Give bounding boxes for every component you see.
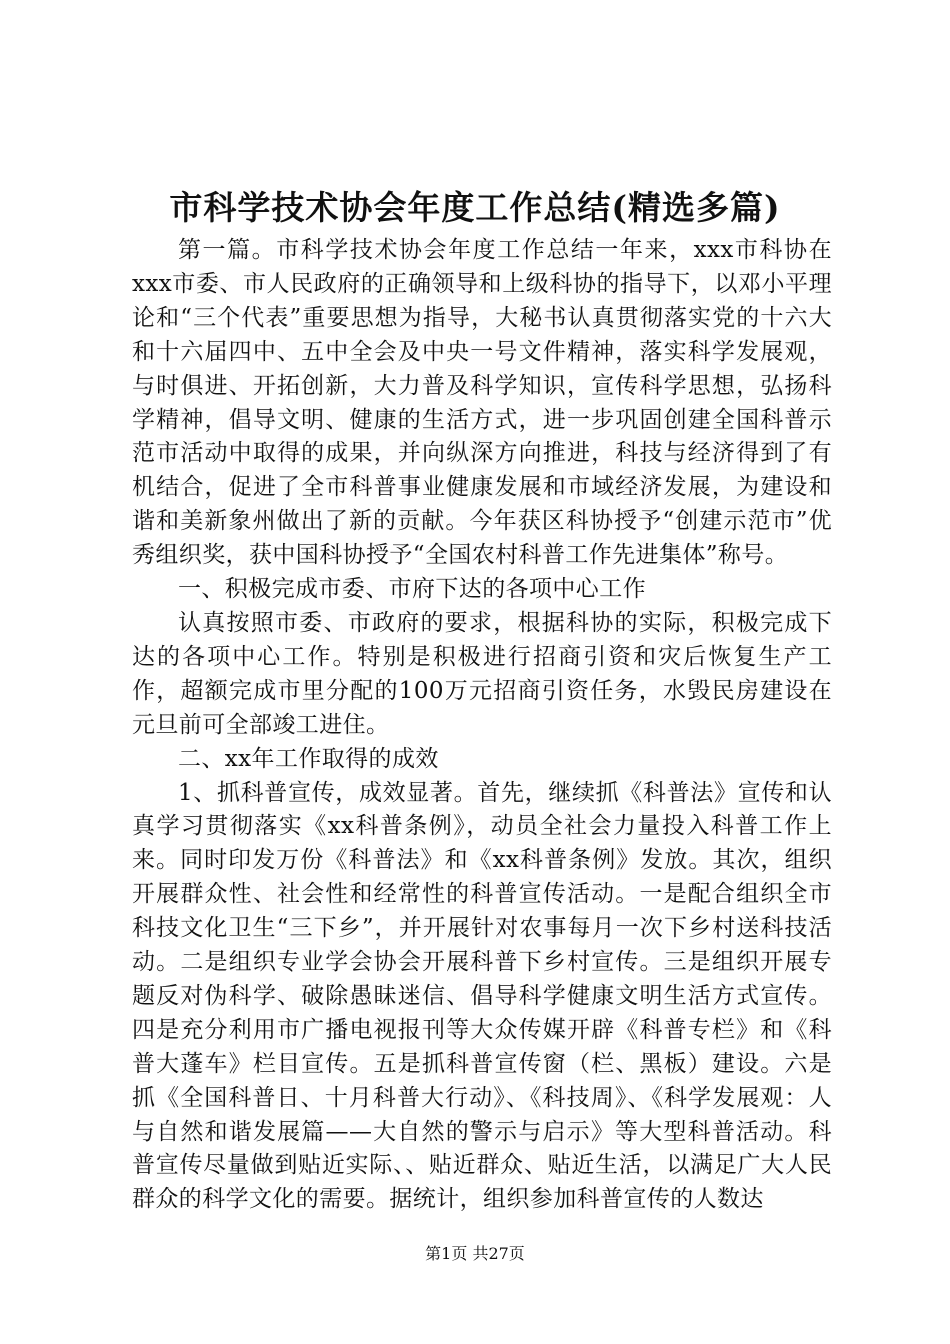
section-heading-2: 二、xx年工作取得的成效 <box>178 745 439 772</box>
paragraph-section-2: 1、抓科普宣传，成效显著。首先，继续抓《科普法》宣传和认真学习贯彻落实《xx科普条例》，动员全社会力量投入科普工作上来。同时印发万份《科普法》和《xx科普条例》发放。其次，组织开展群众性、社会性和经常性的科普宣传活动。一是配合组织全市科技文化卫生“三下乡”，并开展针对农事每月一次下乡村送科技活动。二是组织专业学会协会开展科普下乡村宣传。三是组织开展专题反对伪科学、破除愚昧迷信、倡导科学健康文明生活方式宣传。四是充分利用市广播电视报刊等大众传媒开辟《科普专栏》和《科普大蓬车》栏目宣传。五是抓科普宣传窗（栏、黑板）建设。六是抓《全国科普日、十月科普大行动》、《科技周》、《科学发展观：人与自然和谐发展篇——大自然的警示与启示》等大型科普活动。科普宣传尽量做到贴近实际、、贴近群众、贴近生活，以满足广大人民群众的科学文化的需要。据统计，组织参加科普宣传的人数达 <box>132 779 832 1213</box>
paragraph-section-1: 认真按照市委、市政府的要求，根据科协的实际，积极完成下达的各项中心工作。特别是积极进行招商引资和灾后恢复生产工作，超额完成市里分配的100万元招商引资任务，水毁民房建设在元旦前可全部竣工进住。 <box>132 609 832 738</box>
section-heading-1: 一、积极完成市委、市府下达的各项中心工作 <box>178 576 646 603</box>
document-title: 市科学技术协会年度工作总结(精选多篇) <box>169 188 781 227</box>
document-body <box>132 234 832 1217</box>
page-footer: 第1页 共27页 <box>425 1244 525 1263</box>
paragraph-intro: 第一篇。市科学技术协会年度工作总结一年来，xxx市科协在xxx市委、市人民政府的正确领导和上级科协的指导下，以邓小平理论和“三个代表”重要思想为指导，大秘书认真贯彻落实党的十六大和十六届四中、五中全会及中央一号文件精神，落实科学发展观，与时俱进、开拓创新，大力普及科学知识，宣传科学思想，弘扬科学精神，倡导文明、健康的生活方式，进一步巩固创建全国科普示范市活动中取得的成果，并向纵深方向推进，科技与经济得到了有机结合，促进了全市科普事业健康发展和市域经济发展，为建设和谐和美新象州做出了新的贡献。今年获区科协授予“创建示范市”优秀组织奖，获中国科协授予“全国农村科普工作先进集体”称号。 <box>132 237 832 569</box>
